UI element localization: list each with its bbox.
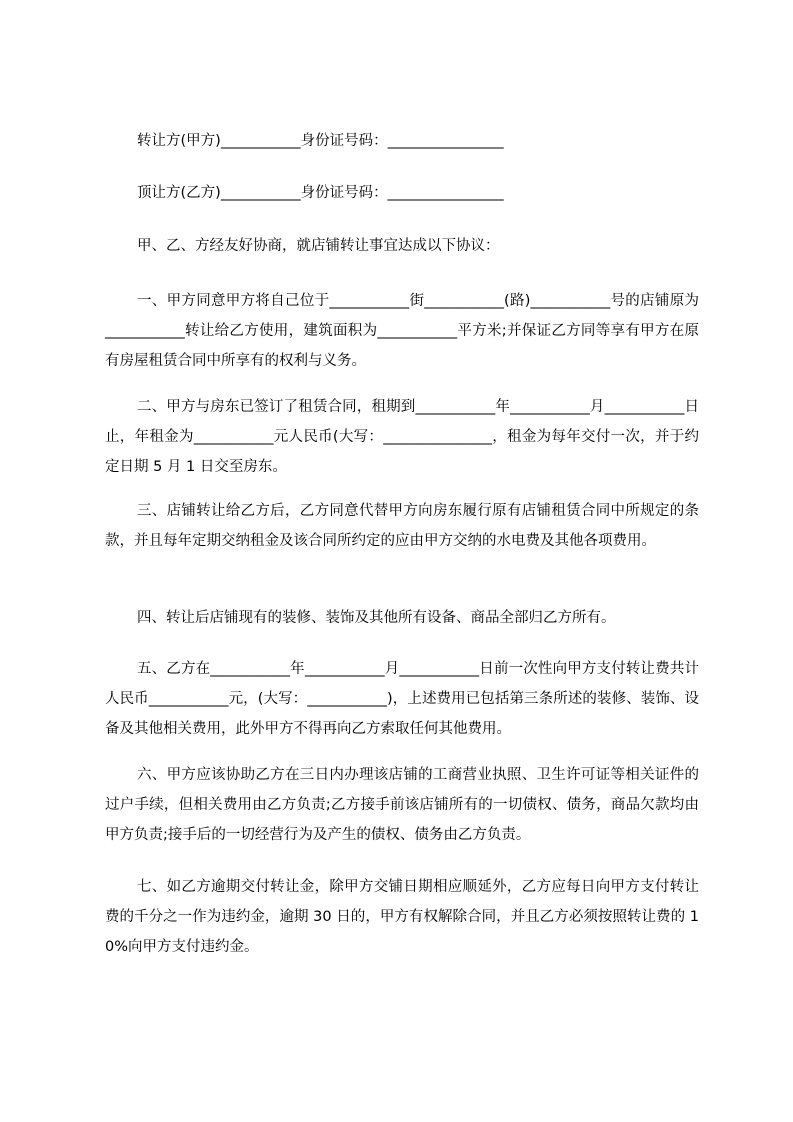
clause-3: 三、店铺转让给乙方后，乙方同意代替甲方向房东履行原有店铺租赁合同中所规定的条款，并且每年定期交纳租金及该合同所约定的应由甲方交纳的水电费及其他各项费用。 (105, 503, 699, 549)
clause-2: 二、甲方与房东已签订了租赁合同，租期到___________年___________月___________日止，年租金为___________元人民币(大写：_______________，租金为每年交付一次，并于约定日期 5 月 1 日交至房东。 (105, 399, 699, 475)
party-b-line: 顶让方(乙方)___________身份证号码：________________ (137, 185, 504, 201)
clause-4: 四、转让后店铺现有的装修、装饰及其他所有设备、商品全部归乙方所有。 (137, 610, 616, 626)
clause-7: 七、如乙方逾期交付转让金，除甲方交铺日期相应顺延外，乙方应每日向甲方支付转让费的千分之一作为违约金，逾期 30 日的，甲方有权解除合同，并且乙方必须按照转让费的 10%向甲方支付违约金。 (105, 879, 699, 955)
clause-5: 五、乙方在___________年___________月___________日前一次性向甲方支付转让费共计人民币___________元，(大写：___________)，上述费用已包括第三条所述的装修、装饰、设备及其他相关费用，此外甲方不得再向乙方索取任何其他费用。 (105, 661, 699, 737)
clause-6: 六、甲方应该协助乙方在三日内办理该店铺的工商营业执照、卫生许可证等相关证件的过户手续，但相关费用由乙方负责;乙方接手前该店铺所有的一切债权、债务，商品欠款均由甲方负责;接手后的一切经营行为及产生的债权、债务由乙方负责。 (105, 767, 699, 843)
clause-1: 一、甲方同意甲方将自己位于___________街___________(路)___________号的店铺原为___________转让给乙方使用，建筑面积为___________平方米;并保证乙方同等享有甲方在原有房屋租赁合同中所享有的权利与义务。 (105, 293, 699, 369)
intro-line: 甲、乙、方经友好协商，就店铺转让事宜达成以下协议： (137, 238, 500, 254)
party-a-line: 转让方(甲方)___________身份证号码：________________ (137, 133, 504, 149)
